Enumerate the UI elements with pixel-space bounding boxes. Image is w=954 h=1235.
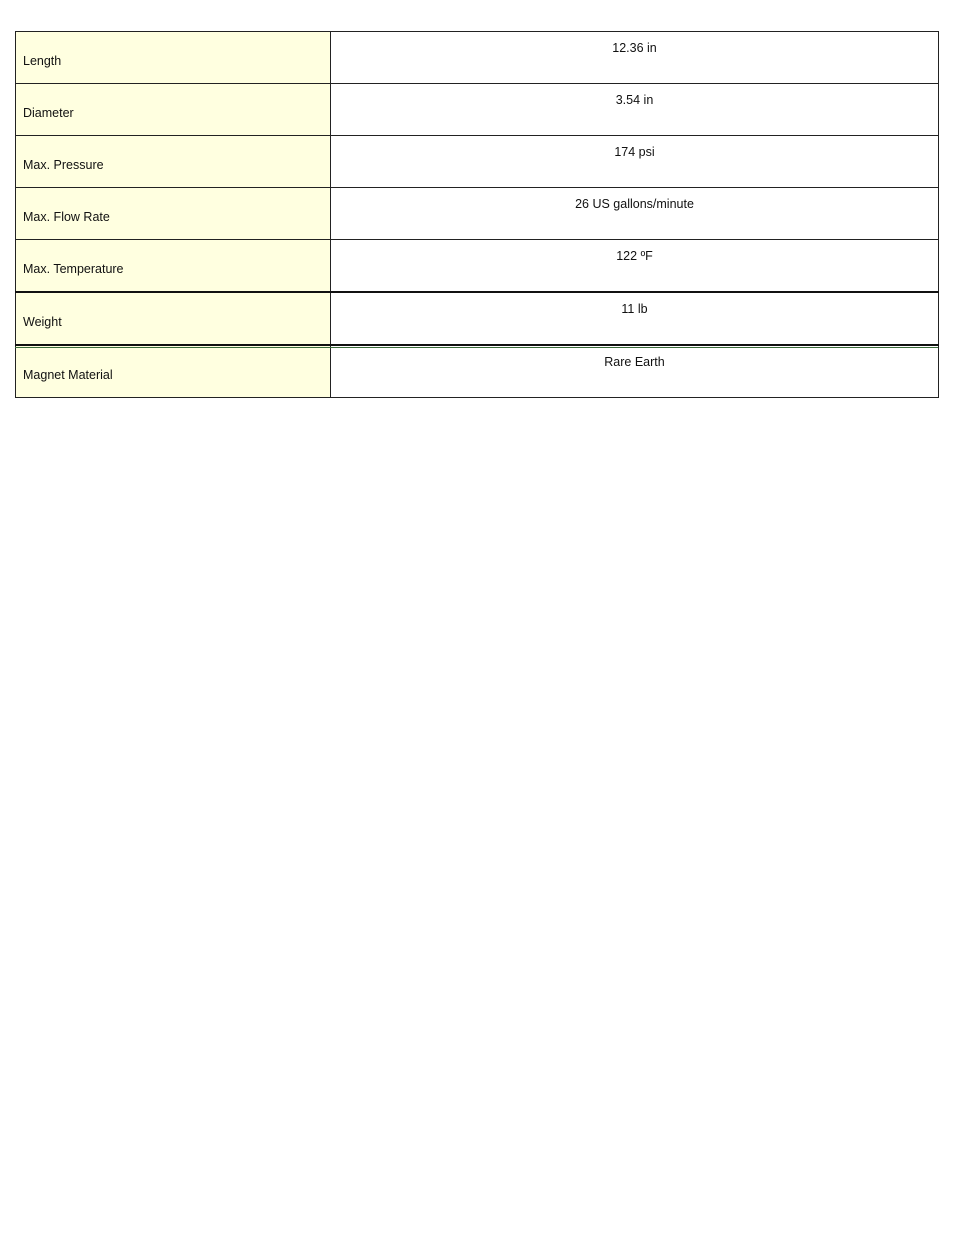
spec-value: 26 US gallons/minute [331,188,939,240]
spec-row-max-flow-rate [16,188,939,240]
spec-value: 3.54 in [331,84,939,136]
spec-value: 11 lb [331,292,939,345]
spec-label: Magnet Material [16,345,331,398]
spec-row-weight [16,292,939,345]
spec-label: Diameter [16,84,331,136]
spec-row-magnet-material [16,345,939,398]
spec-value: 122 ºF [331,240,939,293]
spec-row-max-temperature [16,240,939,293]
spec-value: 12.36 in [331,32,939,84]
section-divider [15,347,938,348]
spec-row-diameter [16,84,939,136]
spec-table [15,31,939,398]
spec-label: Weight [16,292,331,345]
spec-value: 174 psi [331,136,939,188]
spec-row-max-pressure [16,136,939,188]
spec-label: Max. Temperature [16,240,331,293]
spec-label: Max. Flow Rate [16,188,331,240]
spec-value: Rare Earth [331,345,939,398]
spec-label: Max. Pressure [16,136,331,188]
spec-row-length [16,32,939,84]
spec-label: Length [16,32,331,84]
